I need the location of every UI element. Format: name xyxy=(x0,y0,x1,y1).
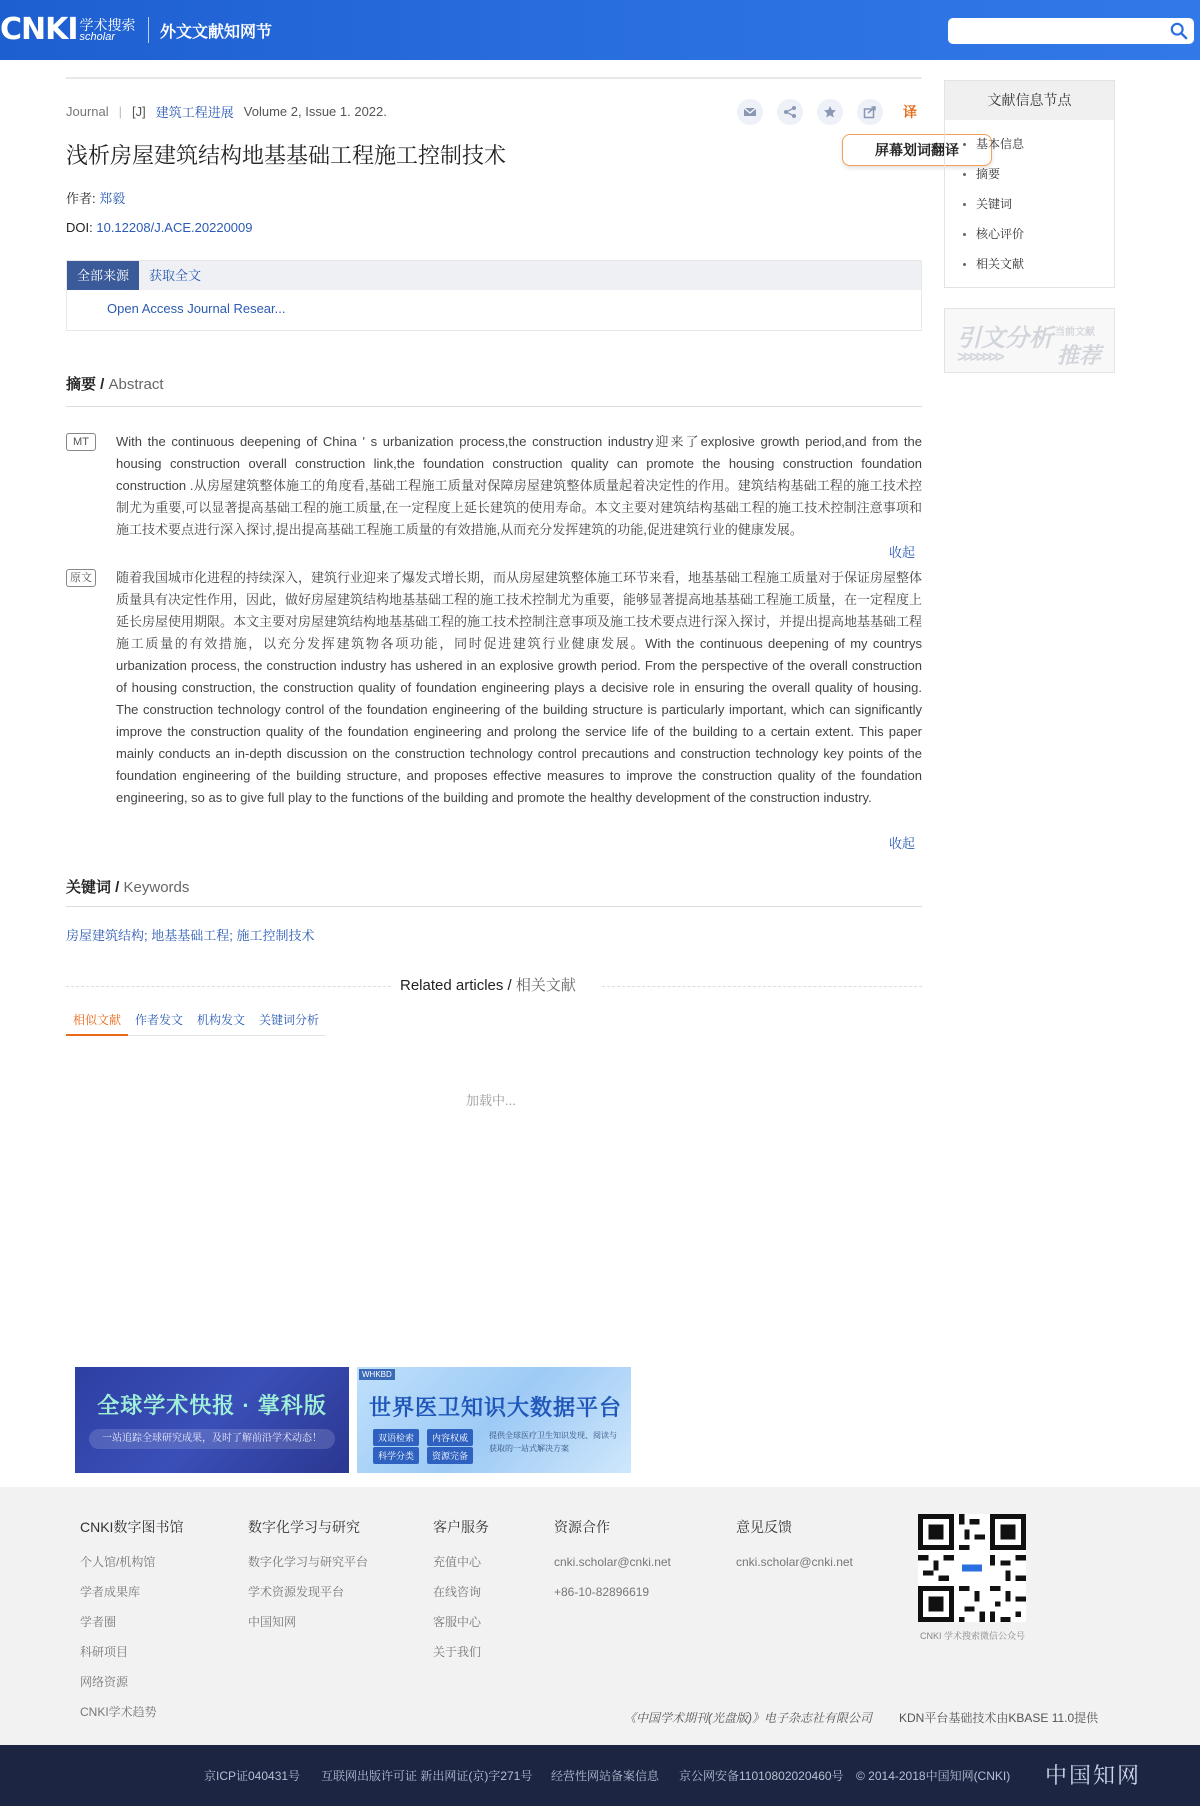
doi-label: DOI: xyxy=(66,220,93,235)
mt-abstract-text: With the continuous deepening of China ' s urbanization process,the construction industry迎来了explosive growth period,and from the housing construction overall construction link,the foundation construction quality can promote the housing construction foundation construction .从房屋建筑整体施工的角度看,基础工程施工质量对保障房屋建筑整体质量起着决定性的作用。建筑结构基础工程的施工技术控制尤为重要,可以显著提高基础工程的施工质量,在一定程度上延长建筑的使用寿命。本文主要对建筑结构基础工程的施工技术控制注意事项和施工技术要点进行深入探讨,提出提高基础工程施工质量的有效措施,从而充分发挥建筑的功能,促进建筑行业的健康发展。 xyxy=(116,434,922,537)
tab-keyword-analysis[interactable]: 关键词分析 xyxy=(259,1013,320,1027)
qr-label: CNKI 学术搜索微信公众号 xyxy=(920,1631,1026,1641)
source-tabs xyxy=(67,261,921,290)
abstract-heading-sep: / xyxy=(96,376,109,393)
abstract-heading xyxy=(66,373,164,394)
keyword-link[interactable]: 施工控制技术 xyxy=(236,928,315,943)
footer-link[interactable]: 科研项目 xyxy=(80,1645,129,1659)
toc-item-keywords[interactable] xyxy=(963,195,1012,212)
keyword-link[interactable]: 地基基础工程; xyxy=(151,928,233,943)
author-line xyxy=(66,188,125,207)
footer-link[interactable]: 充值中心 xyxy=(433,1555,482,1569)
cite-recommend: 推荐 xyxy=(1057,343,1102,368)
keyword-link[interactable]: 房屋建筑结构; xyxy=(66,928,148,943)
footer-link[interactable]: 个人馆/机构馆 xyxy=(80,1555,156,1569)
favorite-button[interactable] xyxy=(817,99,843,125)
toc-title: 文献信息节点 xyxy=(945,81,1114,120)
site-title: 外文文献知网节 xyxy=(160,24,273,41)
translate-button[interactable]: 译 xyxy=(897,99,923,125)
keywords-heading xyxy=(66,876,189,897)
toc-panel xyxy=(944,80,1115,288)
footer-email[interactable]: cnki.scholar@cnki.net xyxy=(554,1555,671,1569)
banner2-description: 提供全球医疗卫生知识发现、阅读与获取的一站式解决方案 xyxy=(489,1431,617,1453)
footer-col-heading: CNKI数字图书馆 xyxy=(80,1519,184,1535)
abstract-heading-en: Abstract xyxy=(108,376,164,393)
related-heading-cn: 相关文献 xyxy=(515,977,576,994)
footer-kbase: KDN平台基础技术由KBASE 11.0提供 xyxy=(899,1711,1099,1725)
tab-similar-articles[interactable]: 相似文献 xyxy=(66,1010,128,1036)
mail-icon xyxy=(743,105,757,119)
source-panel xyxy=(66,260,922,331)
share-button[interactable] xyxy=(777,99,803,125)
mt-collapse-link[interactable]: 收起 xyxy=(889,545,916,560)
tab-all-sources[interactable]: 全部来源 xyxy=(67,261,139,290)
star-icon xyxy=(823,105,837,119)
bullet-icon xyxy=(963,143,966,146)
abstract-heading-cn: 摘要 xyxy=(66,376,97,393)
toc-item-related[interactable] xyxy=(963,255,1024,272)
toc-item-basic-info[interactable] xyxy=(963,135,1024,152)
footer-publisher: 《中国学术期刊(光盘版)》电子杂志社有限公司 xyxy=(624,1711,872,1725)
meta-separator: | xyxy=(118,104,123,119)
footer-email[interactable]: cnki.scholar@cnki.net xyxy=(736,1555,853,1569)
footer-col-cooperation xyxy=(554,1517,671,1615)
logo-scholar-en: scholar xyxy=(79,30,116,43)
copyright: © 2014-2018中国知网(CNKI) xyxy=(856,1769,1011,1783)
keywords-heading-sep: / xyxy=(111,879,124,896)
abstract-rule xyxy=(66,406,922,407)
banner2-chip: 科学分类 xyxy=(373,1447,419,1464)
record-info-link[interactable]: 经营性网站备案信息 xyxy=(551,1769,660,1783)
search-box xyxy=(948,18,1194,44)
footer-link[interactable]: 学术资源发现平台 xyxy=(248,1585,345,1599)
banner2-chip: 双语检索 xyxy=(373,1429,419,1446)
banner2-chip: 资源完备 xyxy=(427,1447,473,1464)
original-collapse-link[interactable]: 收起 xyxy=(889,836,916,851)
toc-item-label: 核心评价 xyxy=(976,227,1025,241)
footer-col-service xyxy=(433,1517,489,1675)
export-button[interactable] xyxy=(857,99,883,125)
footer-col-heading: 数字化学习与研究 xyxy=(248,1519,360,1535)
related-heading xyxy=(400,974,576,995)
article-meta xyxy=(66,102,387,121)
footer-col-learning xyxy=(248,1517,368,1645)
related-heading-en: Related articles xyxy=(400,977,504,994)
related-tabs xyxy=(66,1010,326,1036)
bullet-icon xyxy=(963,233,966,236)
author-label: 作者: xyxy=(66,191,96,206)
banner2-chip: 内容权威 xyxy=(427,1429,473,1446)
footer-phone: +86-10-82896619 xyxy=(554,1585,650,1599)
footer-link[interactable]: 数字化学习与研究平台 xyxy=(248,1555,369,1569)
search-icon[interactable] xyxy=(1170,22,1188,40)
footer-link[interactable]: 学者圈 xyxy=(80,1615,117,1629)
related-divider-left xyxy=(66,986,391,987)
police-record-link[interactable]: 京公网安备11010802020460号 xyxy=(679,1769,844,1783)
top-header xyxy=(0,0,1200,60)
content-top-line xyxy=(66,77,922,79)
toc-item-label: 关键词 xyxy=(976,197,1013,211)
related-heading-sep: / xyxy=(503,977,516,994)
site-footer xyxy=(0,1487,1200,1745)
toc-item-core-evaluation[interactable] xyxy=(963,225,1024,242)
footer-link[interactable]: 客服中心 xyxy=(433,1615,482,1629)
banner2-title: 世界医卫知识大数据平台 xyxy=(369,1395,623,1420)
doi-link[interactable]: 10.12208/J.ACE.20220009 xyxy=(96,220,253,235)
keywords-heading-en: Keywords xyxy=(123,879,190,896)
footer-col-heading: 资源合作 xyxy=(554,1519,610,1535)
banner1-subtitle: 一站追踪全球研究成果，及时了解前沿学术动态！ xyxy=(89,1429,335,1449)
toc-item-label: 摘要 xyxy=(976,167,1001,181)
loading-text: 加载中... xyxy=(466,1093,516,1108)
original-tag: 原文 xyxy=(66,569,96,587)
bottom-bar xyxy=(0,1745,1200,1806)
doi-line xyxy=(66,220,253,235)
bullet-icon xyxy=(963,173,966,176)
footer-col-feedback xyxy=(736,1517,853,1585)
toc-item-label: 基本信息 xyxy=(976,137,1025,151)
translate-tooltip: 屏幕划词翻译 xyxy=(842,134,992,166)
footer-link[interactable]: 网络资源 xyxy=(80,1675,129,1689)
footer-link[interactable]: 关于我们 xyxy=(433,1645,482,1659)
publishing-license[interactable]: 互联网出版许可证 新出网证(京)字271号 xyxy=(321,1769,533,1783)
footer-link[interactable]: 学者成果库 xyxy=(80,1585,141,1599)
footer-link[interactable]: 中国知网 xyxy=(248,1615,297,1629)
tab-get-fulltext[interactable]: 获取全文 xyxy=(149,268,202,283)
tab-author-articles[interactable]: 作者发文 xyxy=(135,1013,184,1027)
journal-name-link[interactable]: 建筑工程进展 xyxy=(155,105,234,120)
bullet-icon xyxy=(963,263,966,266)
export-icon xyxy=(863,105,877,119)
footer-col-heading: 客户服务 xyxy=(433,1519,489,1535)
keywords-list xyxy=(66,925,315,944)
meta-volume: Volume 2, Issue 1. 2022. xyxy=(243,104,387,119)
author-link[interactable]: 郑毅 xyxy=(99,191,126,206)
mt-tag: MT xyxy=(66,433,96,451)
chevrons-icon: >>>>>>> xyxy=(957,349,1002,366)
banner1-title: 全球学术快报 · 掌科版 xyxy=(97,1393,327,1418)
cnki-brand-logo[interactable]: 中国知网 xyxy=(1045,1764,1142,1789)
citation-analysis-button[interactable] xyxy=(944,308,1115,373)
share-icon xyxy=(783,105,797,119)
medical-knowledge-banner[interactable] xyxy=(357,1367,631,1473)
logo-scholar-text xyxy=(80,18,136,43)
wechat-qr-code xyxy=(918,1514,1026,1622)
footer-link[interactable]: CNKI学术趋势 xyxy=(80,1705,157,1719)
toc-item-abstract[interactable] xyxy=(963,165,1000,182)
keywords-heading-cn: 关键词 xyxy=(66,879,112,896)
banner2-tag: WHKBD xyxy=(359,1369,395,1380)
footer-col-library xyxy=(80,1517,183,1735)
search-input[interactable] xyxy=(956,22,1156,40)
tab-institution-articles[interactable]: 机构发文 xyxy=(197,1013,246,1027)
email-button[interactable] xyxy=(737,99,763,125)
bullet-icon xyxy=(963,203,966,206)
footer-col-heading: 意见反馈 xyxy=(736,1519,792,1535)
logo-scholar-cn: 学术搜索 xyxy=(79,16,136,33)
cnki-scholar-logo[interactable] xyxy=(0,14,136,46)
article-title: 浅析房屋建筑结构地基基础工程施工控制技术 xyxy=(66,143,507,168)
source-link[interactable]: Open Access Journal Resear... xyxy=(107,301,286,316)
cite-subtitle: 当前文献 xyxy=(1055,327,1095,338)
logo-cnki-text: CNKI xyxy=(0,12,78,47)
header-divider xyxy=(148,17,149,43)
academic-news-banner[interactable] xyxy=(75,1367,349,1473)
icp-link[interactable]: 京ICP证040431号 xyxy=(204,1769,301,1783)
meta-type: [J] xyxy=(132,104,146,119)
toc-item-label: 相关文献 xyxy=(976,257,1025,271)
keywords-rule xyxy=(66,906,922,907)
article-actions xyxy=(737,99,937,125)
meta-category: Journal xyxy=(66,104,109,119)
related-divider-right xyxy=(602,986,922,987)
footer-link[interactable]: 在线咨询 xyxy=(433,1585,482,1599)
original-abstract-text: 随着我国城市化进程的持续深入，建筑行业迎来了爆发式增长期，而从房屋建筑整体施工环节来看，地基基础工程施工质量对于保证房屋整体质量具有决定性作用，因此，做好房屋建筑结构地基基础工程的施工技术控制尤为重要，能够显著提高地基基础工程施工质量，在一定程度上延长房屋使用期限。本文主要对房屋建筑结构地基基础工程的施工技术控制注意事项及施工技术要点进行深入探讨，并提出提高地基基础工程施工质量的有效措施，以充分发挥建筑物各项功能，同时促进建筑行业健康发展。With the continuous deepening of my countrys urbanization process, the construction industry has ushered in an explosive growth period. From the perspective of the overall construction of housing construction, the construction quality of foundation engineering plays a decisive role in ensuring the overall quality of housing. The construction technology control of the foundation engineering of the building structure is particularly important, which can significantly improve the construction quality of the foundation engineering and prolong the service life of the building to a certain extent. This paper mainly conducts an in-depth discussion on the construction technology control precautions and construction technology key points of the foundation engineering of the building structure, and proposes effective measures to improve the construction quality of the foundation engineering, so as to give full play to the functions of the building and promote the healthy development of the construction industry. xyxy=(116,570,923,805)
cite-title: 引文分析 xyxy=(957,325,1053,352)
